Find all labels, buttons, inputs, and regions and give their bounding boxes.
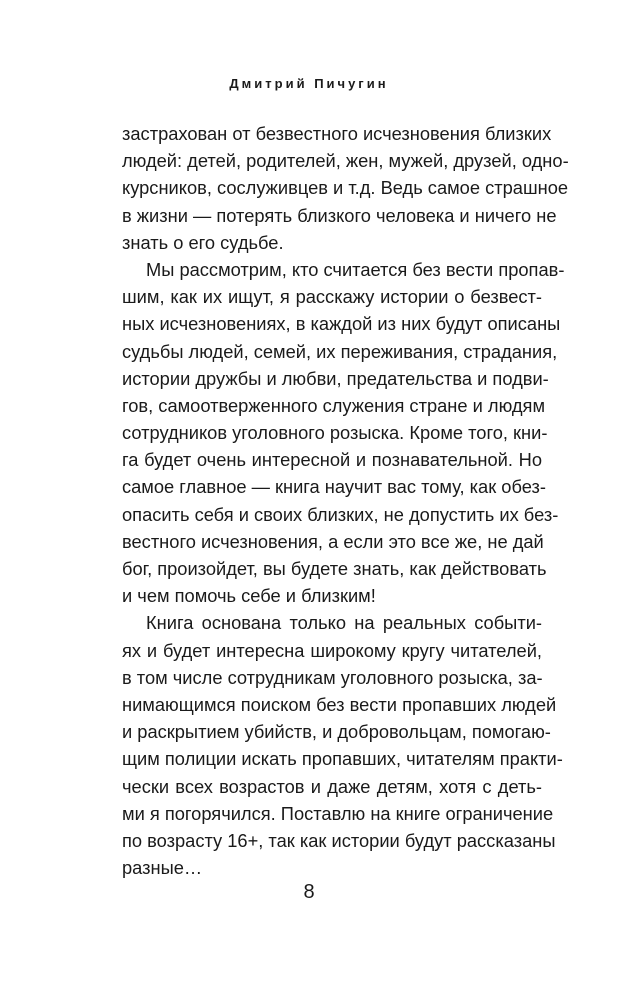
text-line: шим, как их ищут, я расскажу истории о безвест- (122, 286, 542, 308)
body-text (122, 120, 569, 881)
text-line: и чем помочь себе и близким! (122, 585, 376, 607)
text-line: самое главное — книга научит вас тому, как обез- (122, 476, 546, 498)
paragraph (122, 609, 563, 881)
text-line: гов, самоотверженного служения стране и людям (122, 394, 546, 416)
text-line: разные… (122, 857, 203, 879)
text-line: чески всех возрастов и даже детям, хотя с деть- (122, 775, 542, 797)
text-line: застрахован от безвестного исчезновения близких (122, 123, 552, 144)
text-line: бог, произойдет, вы будете знать, как действовать (122, 558, 547, 579)
text-line: курсников, сослуживцев и т.д. Ведь самое страшное (122, 177, 569, 199)
paragraph (122, 256, 565, 609)
text-line: ных исчезновениях, в каждой из них будут описаны (122, 313, 561, 335)
text-line: Книга основана только на реальных событи- (146, 612, 542, 634)
page-number: 8 (303, 881, 315, 903)
text-line: ях и будет интересна широкому кругу читателей, (122, 639, 542, 661)
text-line: га будет очень интересной и познавательной. Но (122, 449, 542, 471)
text-line: опасить себя и своих близких, не допустить их без- (122, 503, 559, 525)
text-line: судьбы людей, семей, их переживания, страдания, (122, 340, 558, 362)
paragraph (122, 120, 569, 256)
text-line: в жизни — потерять близкого человека и ничего не (122, 204, 557, 226)
text-line: нимающимся поиском без вести пропавших людей (122, 693, 557, 715)
text-line: сотрудников уголовного розыска. Кроме того, кни- (122, 422, 548, 444)
text-line: в том числе сотрудникам уголовного розыска, за- (122, 666, 543, 688)
text-line: и раскрытием убийств, и добровольцам, помогаю- (122, 721, 551, 743)
text-line: знать о его судьбе. (122, 231, 284, 253)
text-line: людей: детей, родителей, жен, мужей, друзей, одно- (122, 150, 569, 172)
text-line: Мы рассмотрим, кто считается без вести пропав- (146, 258, 565, 280)
text-line: ми я погорячился. Поставлю на книге ограничение (122, 802, 554, 824)
text-line: щим полиции искать пропавших, читателям практи- (122, 748, 563, 770)
running-header-author: Дмитрий Пичугин (229, 76, 389, 91)
text-line: истории дружбы и любви, предательства и подви- (122, 367, 549, 389)
text-line: по возрасту 16+, так как истории будут рассказаны (122, 829, 556, 851)
text-line: вестного исчезновения, а если это все же, не дай (122, 530, 544, 552)
